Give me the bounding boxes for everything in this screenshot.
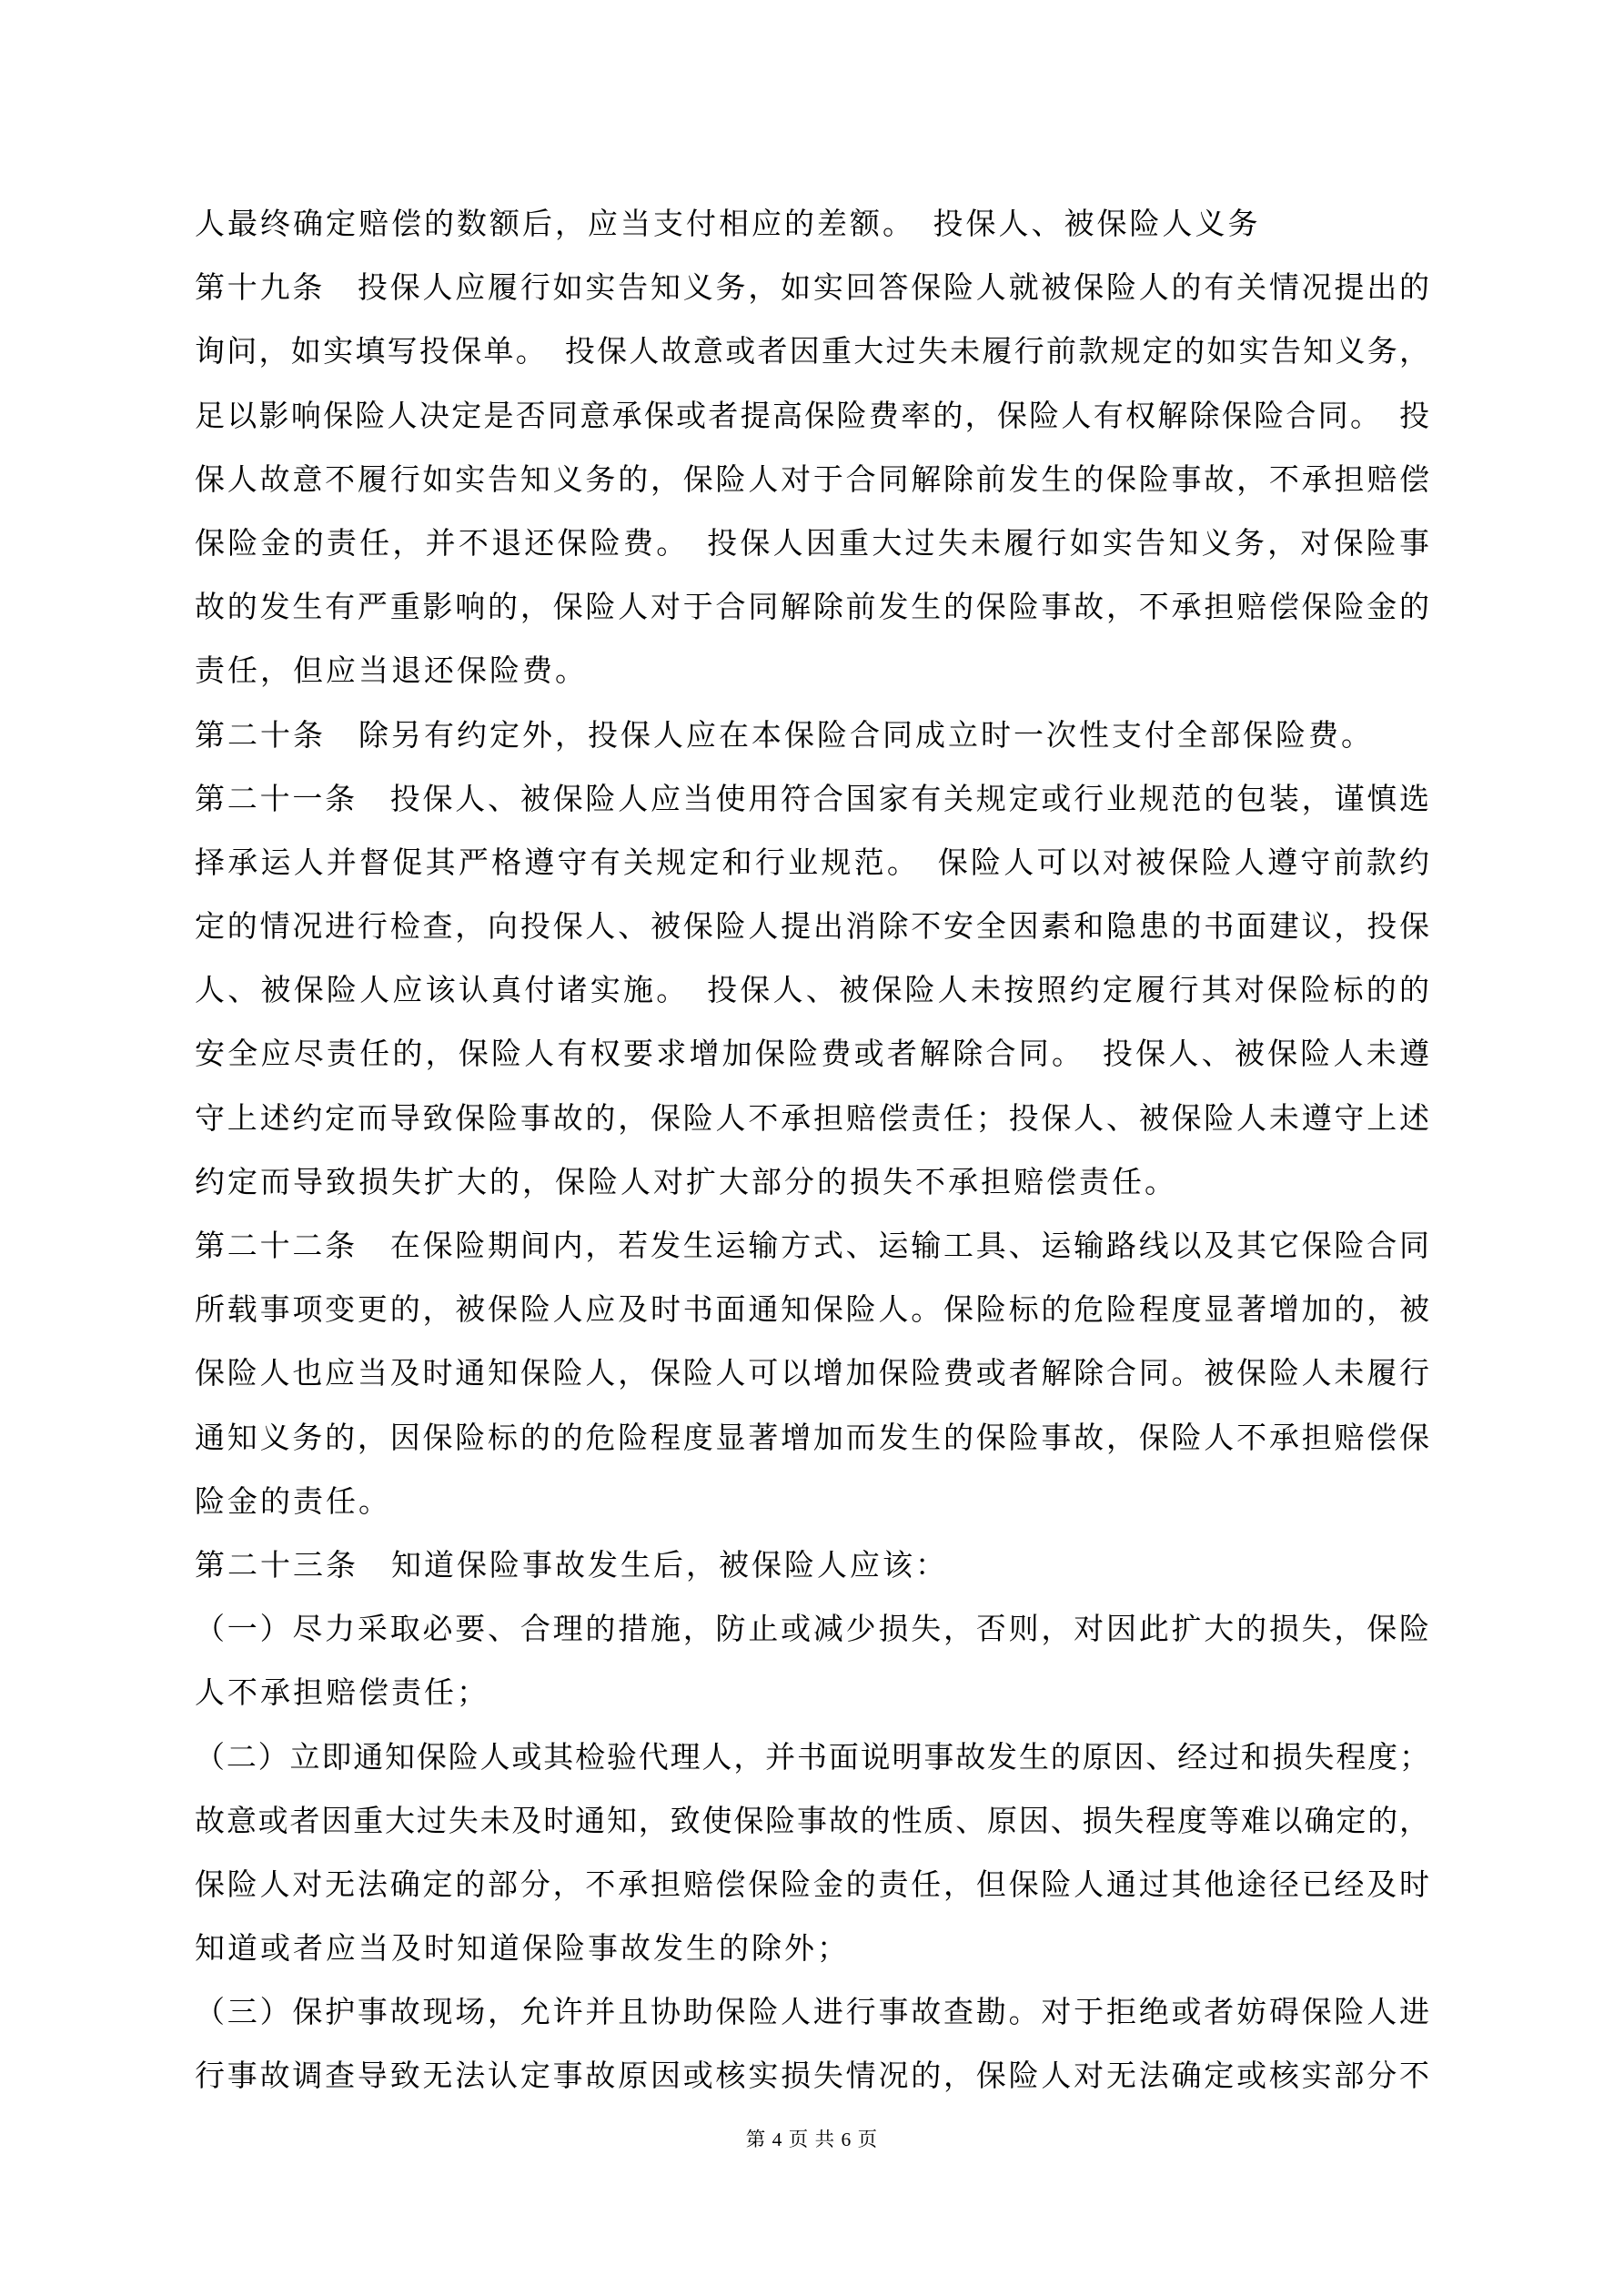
text-line: 故的发生有严重影响的，保险人对于合同解除前发生的保险事故，不承担赔偿保险金的: [195, 592, 1429, 625]
text-line: 责任，但应当退还保险费。: [195, 655, 588, 689]
text-line: 通知义务的，因保险标的的危险程度显著增加而发生的保险事故，保险人不承担赔偿保: [195, 1421, 1429, 1455]
text-line: 第二十条 除另有约定外，投保人应在本保险合同成立时一次性支付全部保险费。: [195, 719, 1374, 753]
text-line: 人最终确定赔偿的数额后，应当支付相应的差额。 投保人、被保险人义务: [195, 208, 1261, 241]
text-line: 行事故调查导致无法认定事故原因或核实损失情况的，保险人对无法确定或核实部分不: [195, 2060, 1429, 2094]
text-line: （三）保护事故现场，允许并且协助保险人进行事故查勘。对于拒绝或者妨碍保险人进: [195, 1997, 1429, 2030]
text-line: 定的情况进行检查，向投保人、被保险人提出消除不安全因素和隐患的书面建议，投保: [195, 911, 1429, 945]
text-line: 约定而导致损失扩大的，保险人对扩大部分的损失不承担赔偿责任。: [195, 1166, 1177, 1199]
text-line: 人不承担赔偿责任；: [195, 1677, 489, 1711]
text-line: 足以影响保险人决定是否同意承保或者提高保险费率的，保险人有权解除保险合同。 投: [195, 400, 1429, 433]
text-line: 第二十三条 知道保险事故发生后，被保险人应该：: [195, 1549, 948, 1583]
document-body: [195, 193, 1429, 2109]
text-line: 保险金的责任，并不退还保险费。 投保人因重大过失未履行如实告知义务，对保险事: [195, 527, 1429, 561]
text-line: 安全应尽责任的，保险人有权要求增加保险费或者解除合同。 投保人、被保险人未遵: [195, 1038, 1429, 1072]
text-line: （一）尽力采取必要、合理的措施，防止或减少损失，否则，对因此扩大的损失，保险: [195, 1613, 1429, 1647]
text-line: 第十九条 投保人应履行如实告知义务，如实回答保险人就被保险人的有关情况提出的: [195, 272, 1429, 306]
text-line: 保险人也应当及时通知保险人，保险人可以增加保险费或者解除合同。被保险人未履行: [195, 1358, 1429, 1391]
text-line: （二）立即通知保险人或其检验代理人，并书面说明事故发生的原因、经过和损失程度；: [195, 1741, 1429, 1775]
text-line: 保险人对无法确定的部分，不承担赔偿保险金的责任，但保险人通过其他途径已经及时: [195, 1868, 1429, 1902]
page-number: 第 4 页 共 6 页: [745, 2129, 879, 2150]
page-footer: [0, 2126, 1624, 2153]
text-line: 守上述约定而导致保险事故的，保险人不承担赔偿责任；投保人、被保险人未遵守上述: [195, 1102, 1429, 1136]
text-line: 险金的责任。: [195, 1485, 391, 1519]
text-line: 人、被保险人应该认真付诸实施。 投保人、被保险人未按照约定履行其对保险标的的: [195, 975, 1429, 1008]
text-line: 择承运人并督促其严格遵守有关规定和行业规范。 保险人可以对被保险人遵守前款约: [195, 846, 1429, 880]
text-line: 第二十一条 投保人、被保险人应当使用符合国家有关规定或行业规范的包装，谨慎选: [195, 783, 1429, 816]
text-line: 知道或者应当及时知道保险事故发生的除外；: [195, 1933, 850, 1967]
text-line: 第二十二条 在保险期间内，若发生运输方式、运输工具、运输路线以及其它保险合同: [195, 1230, 1429, 1263]
text-line: 询问，如实填写投保单。 投保人故意或者因重大过失未履行前款规定的如实告知义务，: [195, 336, 1429, 369]
text-line: 保人故意不履行如实告知义务的，保险人对于合同解除前发生的保险事故，不承担赔偿: [195, 463, 1429, 497]
text-line: 所载事项变更的，被保险人应及时书面通知保险人。保险标的危险程度显著增加的，被: [195, 1294, 1429, 1328]
text-line: 故意或者因重大过失未及时通知，致使保险事故的性质、原因、损失程度等难以确定的，: [195, 1805, 1429, 1838]
